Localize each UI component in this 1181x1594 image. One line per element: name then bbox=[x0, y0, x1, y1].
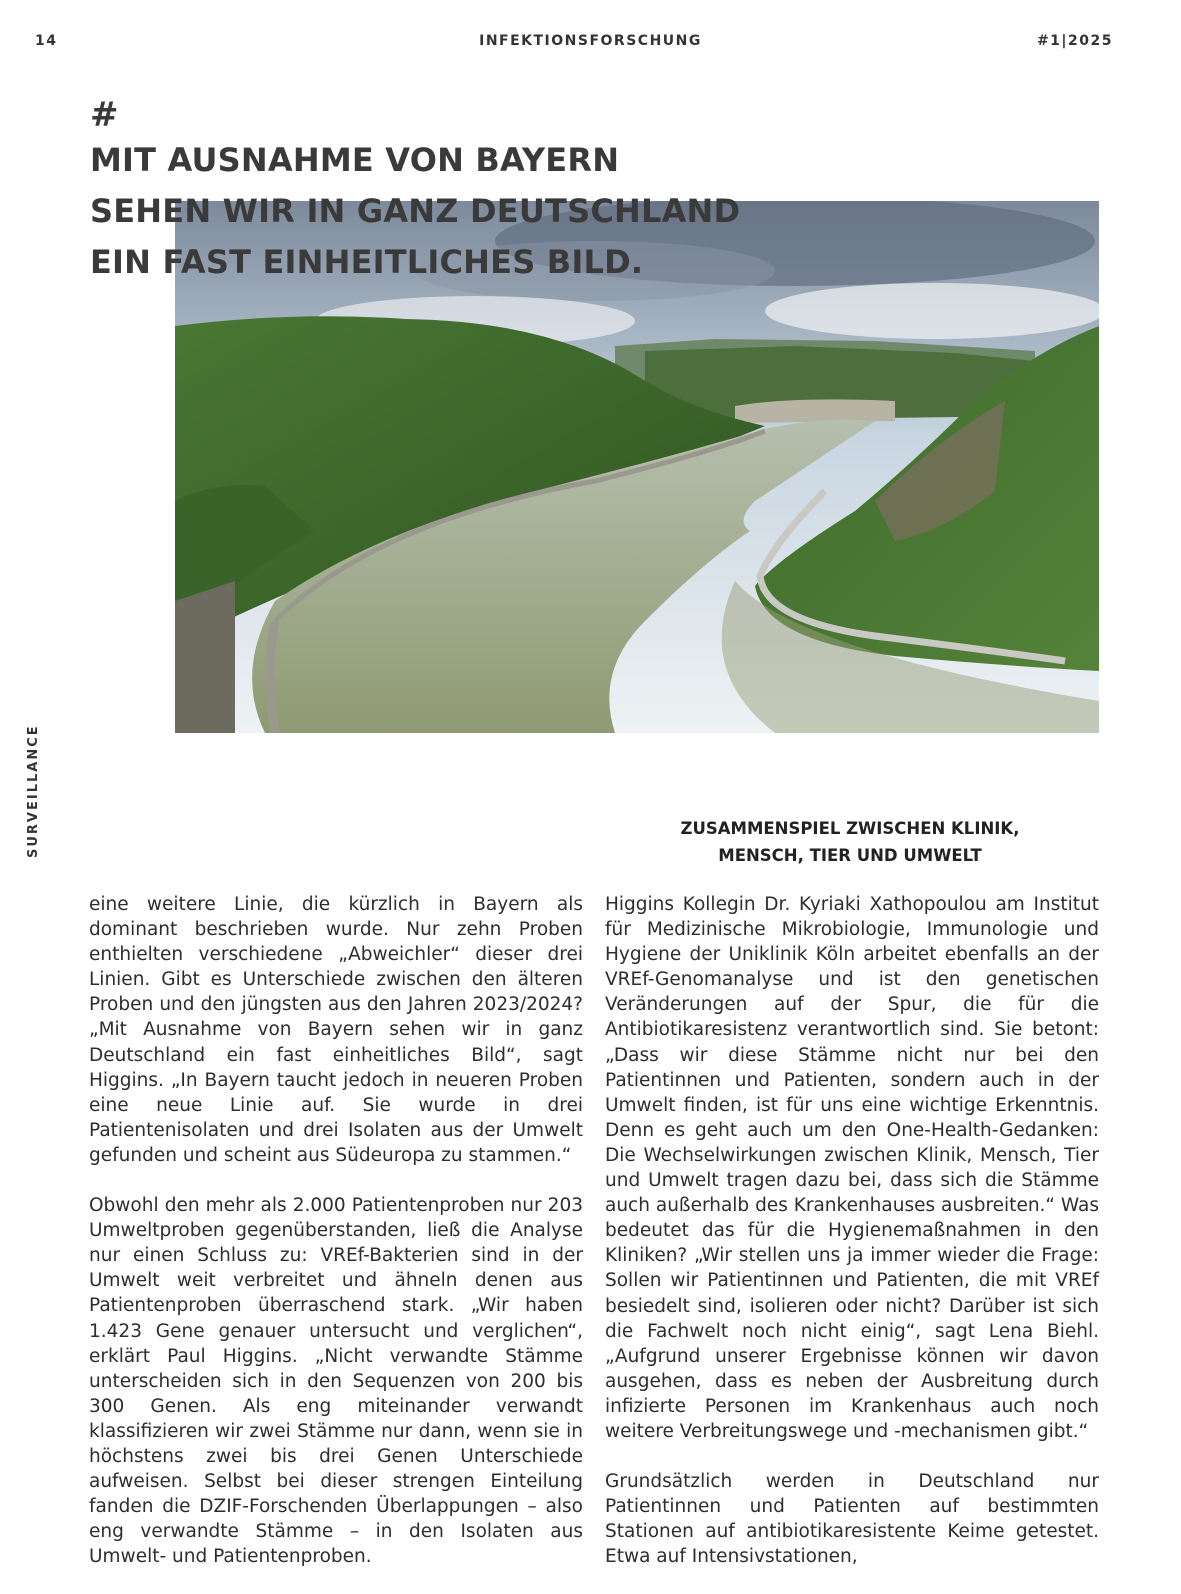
issue-number: #1|2025 bbox=[1036, 33, 1113, 49]
paragraph: Grundsätzlich werden in Deutschland nur Patientinnen und Patienten auf bestimmten Stationen auf antibiotikaresistente Keime getestet. Etwa auf Intensivstationen, bbox=[605, 1471, 1099, 1568]
subheading-line-1: ZUSAMMENSPIEL ZWISCHEN KLINIK, bbox=[680, 819, 1020, 838]
paragraph: Higgins Kollegin Dr. Kyriaki Xathopoulou am Institut für Medizinische Mikrobiologie, Immunologie und Hygiene der Uniklinik Köln arbeitet ebenfalls an der VREf-Genomanalyse und ist den genetischen Veränderungen auf der Spur, die für die Antibiotikaresistenz verantwortlich sind. Sie betont: „Dass wir diese Stämme nicht nur bei den Patientinnen und Patienten, sondern auch in der Umwelt finden, ist für uns eine wichtige Erkenntnis. Denn es geht auch um den One-Health-Gedanken: Die Wechselwirkungen zwischen Klinik, Mensch, Tier und Umwelt tragen dazu bei, dass sich die Stämme auch außerhalb des Krankenhauses ausbreiten.“ Was bedeutet das für die Hygienemaßnahmen in den Kliniken? „Wir stellen uns ja immer wieder die Frage: Sollen wir Patientinnen und Patienten, die mit VREf besiedelt sind, isolieren oder nicht? Darüber ist sich die Fachwelt noch nicht einig“, sagt Lena Biehl. „Aufgrund unserer Ergebnisse können wir davon ausgehen, dass es neben der Ausbreitung durch infizierte Personen im Krankenhaus auch noch weitere Verbreitungswege und -mechanismen gibt.“ bbox=[605, 894, 1099, 1442]
pull-quote-line-1: MIT AUSNAHME VON BAYERN bbox=[90, 141, 620, 179]
pull-quote-line-2: SEHEN WIR IN GANZ DEUTSCHLAND bbox=[90, 192, 741, 230]
subheading-line-2: MENSCH, TIER UND UMWELT bbox=[718, 846, 982, 865]
article-column-right bbox=[605, 892, 1099, 1594]
pull-quote-hash: # bbox=[90, 95, 119, 135]
side-section-label: SURVEILLANCE bbox=[26, 724, 41, 858]
pull-quote-line-3: EIN FAST EINHEITLICHES BILD. bbox=[90, 243, 644, 281]
subheading bbox=[605, 815, 1095, 869]
article-column-left bbox=[89, 892, 583, 1594]
page-number: 14 bbox=[35, 33, 58, 49]
section-title: INFEKTIONSFORSCHUNG bbox=[479, 33, 702, 49]
paragraph: Obwohl den mehr als 2.000 Patientenproben nur 203 Umweltproben gegenüberstanden, ließ die Analyse nur einen Schluss zu: VREf-Bakterien sind in der Umwelt weit verbreitet und ähneln denen aus Patientenproben überraschend stark. „Wir haben 1.423 Gene genauer untersucht und verglichen“, erklärt Paul Higgins. „Nicht verwandte Stämme unterscheiden sich in den Sequenzen von 200 bis 300 Genen. Als eng miteinander verwandt klassifizieren wir zwei Stämme nur dann, wenn sie in höchstens zwei bis drei Genen Unterschiede aufweisen. Selbst bei dieser strengen Einteilung fanden die DZIF-Forschenden Überlappungen – also eng verwandte Stämme – in den Isolaten aus Umwelt- und Patientenproben. bbox=[89, 1195, 583, 1568]
paragraph: eine weitere Linie, die kürzlich in Bayern als dominant beschrieben wurde. Nur zehn Proben enthielten verschiedene „Abweichler“ dieser drei Linien. Gibt es Unterschiede zwischen den älteren Proben und den jüngsten aus den Jahren 2023/2024? „Mit Ausnahme von Bayern sehen wir in ganz Deutschland ein fast einheitliches Bild“, sagt Higgins. „In Bayern taucht jedoch in neueren Proben eine neue Linie auf. Sie wurde in drei Patientenisolaten und drei Isolaten aus der Umwelt gefunden und scheint aus Südeuropa zu stammen.“ bbox=[89, 894, 583, 1166]
pull-quote bbox=[90, 95, 741, 288]
